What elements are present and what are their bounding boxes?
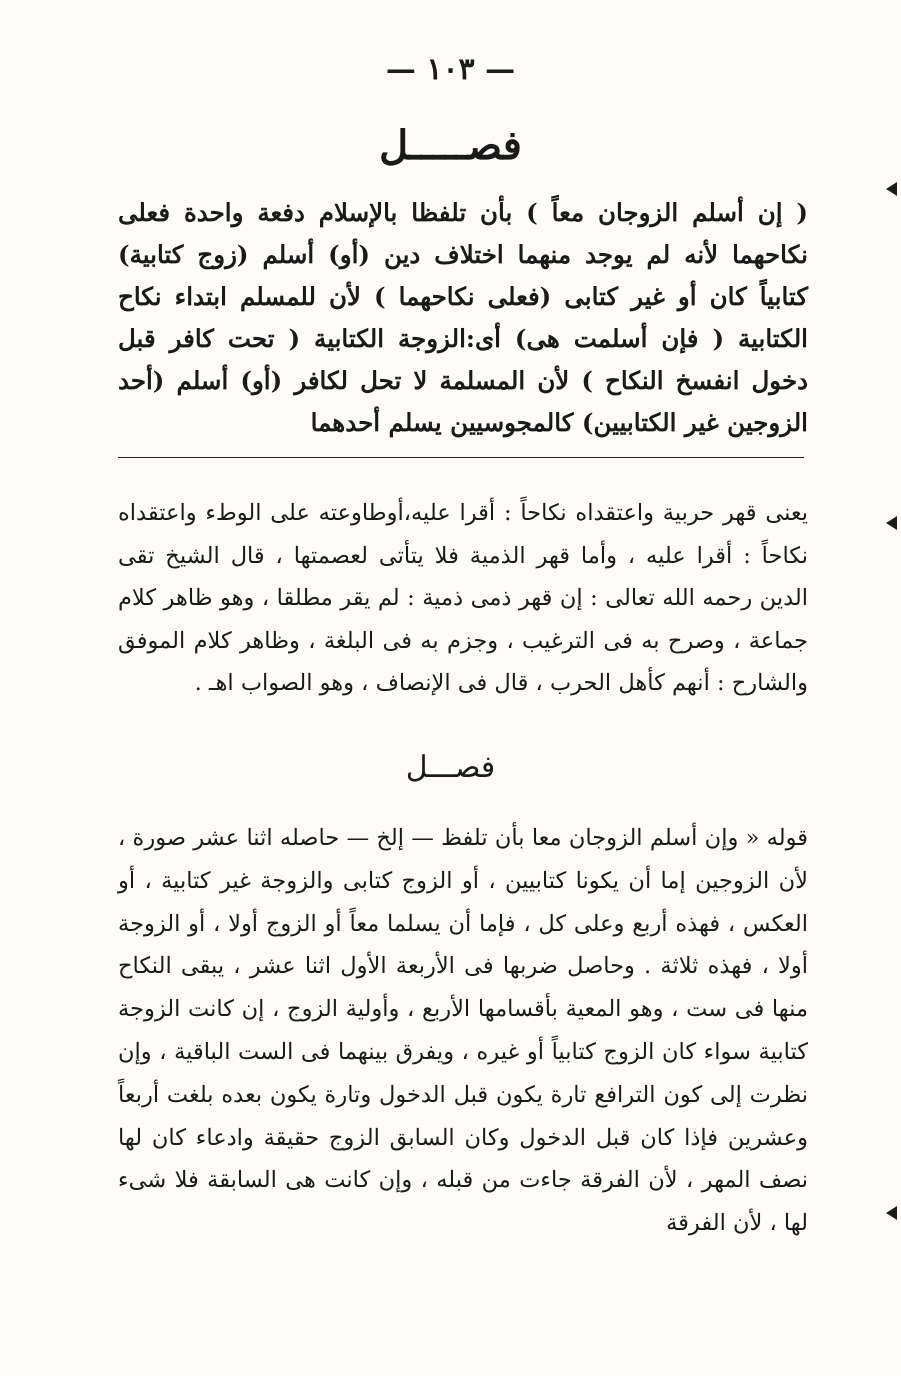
commentary-block	[118, 492, 808, 705]
commentary-paragraph-2: قوله « وإن أسلم الزوجان معا بأن تلفظ — إلخ — حاصله اثنا عشر صورة ، لأن الزوجين إما أن يكونا كتابيين ، أو الزوج كتابى والزوجة غير كتابية ، أو العكس ، فهذه أربع وعلى كل ، فإما أن يسلما معاً أو الزوج أولا ، أو الزوجة أولا ، فهذه ثلاثة . وحاصل ضربها فى الأربعة الأول اثنا عشر ، يبقى النكاح منها فى ست ، وهو المعية بأقسامها الأربع ، وأولية الزوج ، إن كانت الزوجة كتابية سواء كان الزوج كتابياً أو غيره ، ويفرق بينهما فى الست الباقية ، وإن نظرت إلى كون الترافع تارة يكون قبل الدخول وتارة يكون بعده بلغت أربعاً وعشرين فإذا كان قبل الدخول وكان السابق الزوج حقيقة وادعاء كان لها نصف المهر ، لأن الفرقة جاءت من قبله ، وإن كانت هى السابقة فلا شىء لها ، لأن الفرقة	[118, 825, 808, 1237]
footnote-divider	[118, 457, 804, 458]
page-number: — ١٠٣ —	[385, 52, 516, 87]
section-title: فصـــــل	[379, 122, 522, 169]
margin-mark	[886, 516, 897, 530]
main-text-paragraph: ( إن أسلم الزوجان معاً ) بأن تلفظا بالإسلام دفعة واحدة فعلى نكاحهما لأنه لم يوجد منهما اختلاف دين (أو) أسلم (زوج كتابية) كتابياً كان أو غير كتابى (فعلى نكاحهما ) لأن للمسلم ابتداء نكاح الكتابية ( فإن أسلمت هى) أى:الزوجة الكتابية ( تحت كافر قبل دخول انفسخ النكاح ) لأن المسلمة لا تحل لكافر (أو) أسلم (أحد الزوجين غير الكتابيين) كالمجوسيين يسلم أحدهما	[118, 198, 808, 437]
commentary-paragraph: يعنى قهر حربية واعتقداه نكاحاً : أقرا عليه،أوطاوعته على الوطء واعتقداه نكاحاً : أقرا عليه ، وأما قهر الذمية فلا يتأتى لعصمتها ، قال الشيخ تقى الدين رحمه الله تعالى : إن قهر ذمى ذمية : لم يقر مطلقا ، وهو ظاهر كلام جماعة ، وصرح به فى الترغيب ، وجزم به فى البلغة ، وظاهر كلام الموفق والشارح : أنهم كأهل الحرب ، قال فى الإنصاف ، وهو الصواب اهـ .	[118, 500, 808, 696]
commentary-section-title: فصـــل	[405, 750, 496, 785]
main-text-block	[118, 192, 808, 444]
commentary-block-2	[118, 817, 808, 1245]
margin-mark	[886, 1206, 897, 1220]
margin-mark	[886, 182, 897, 196]
